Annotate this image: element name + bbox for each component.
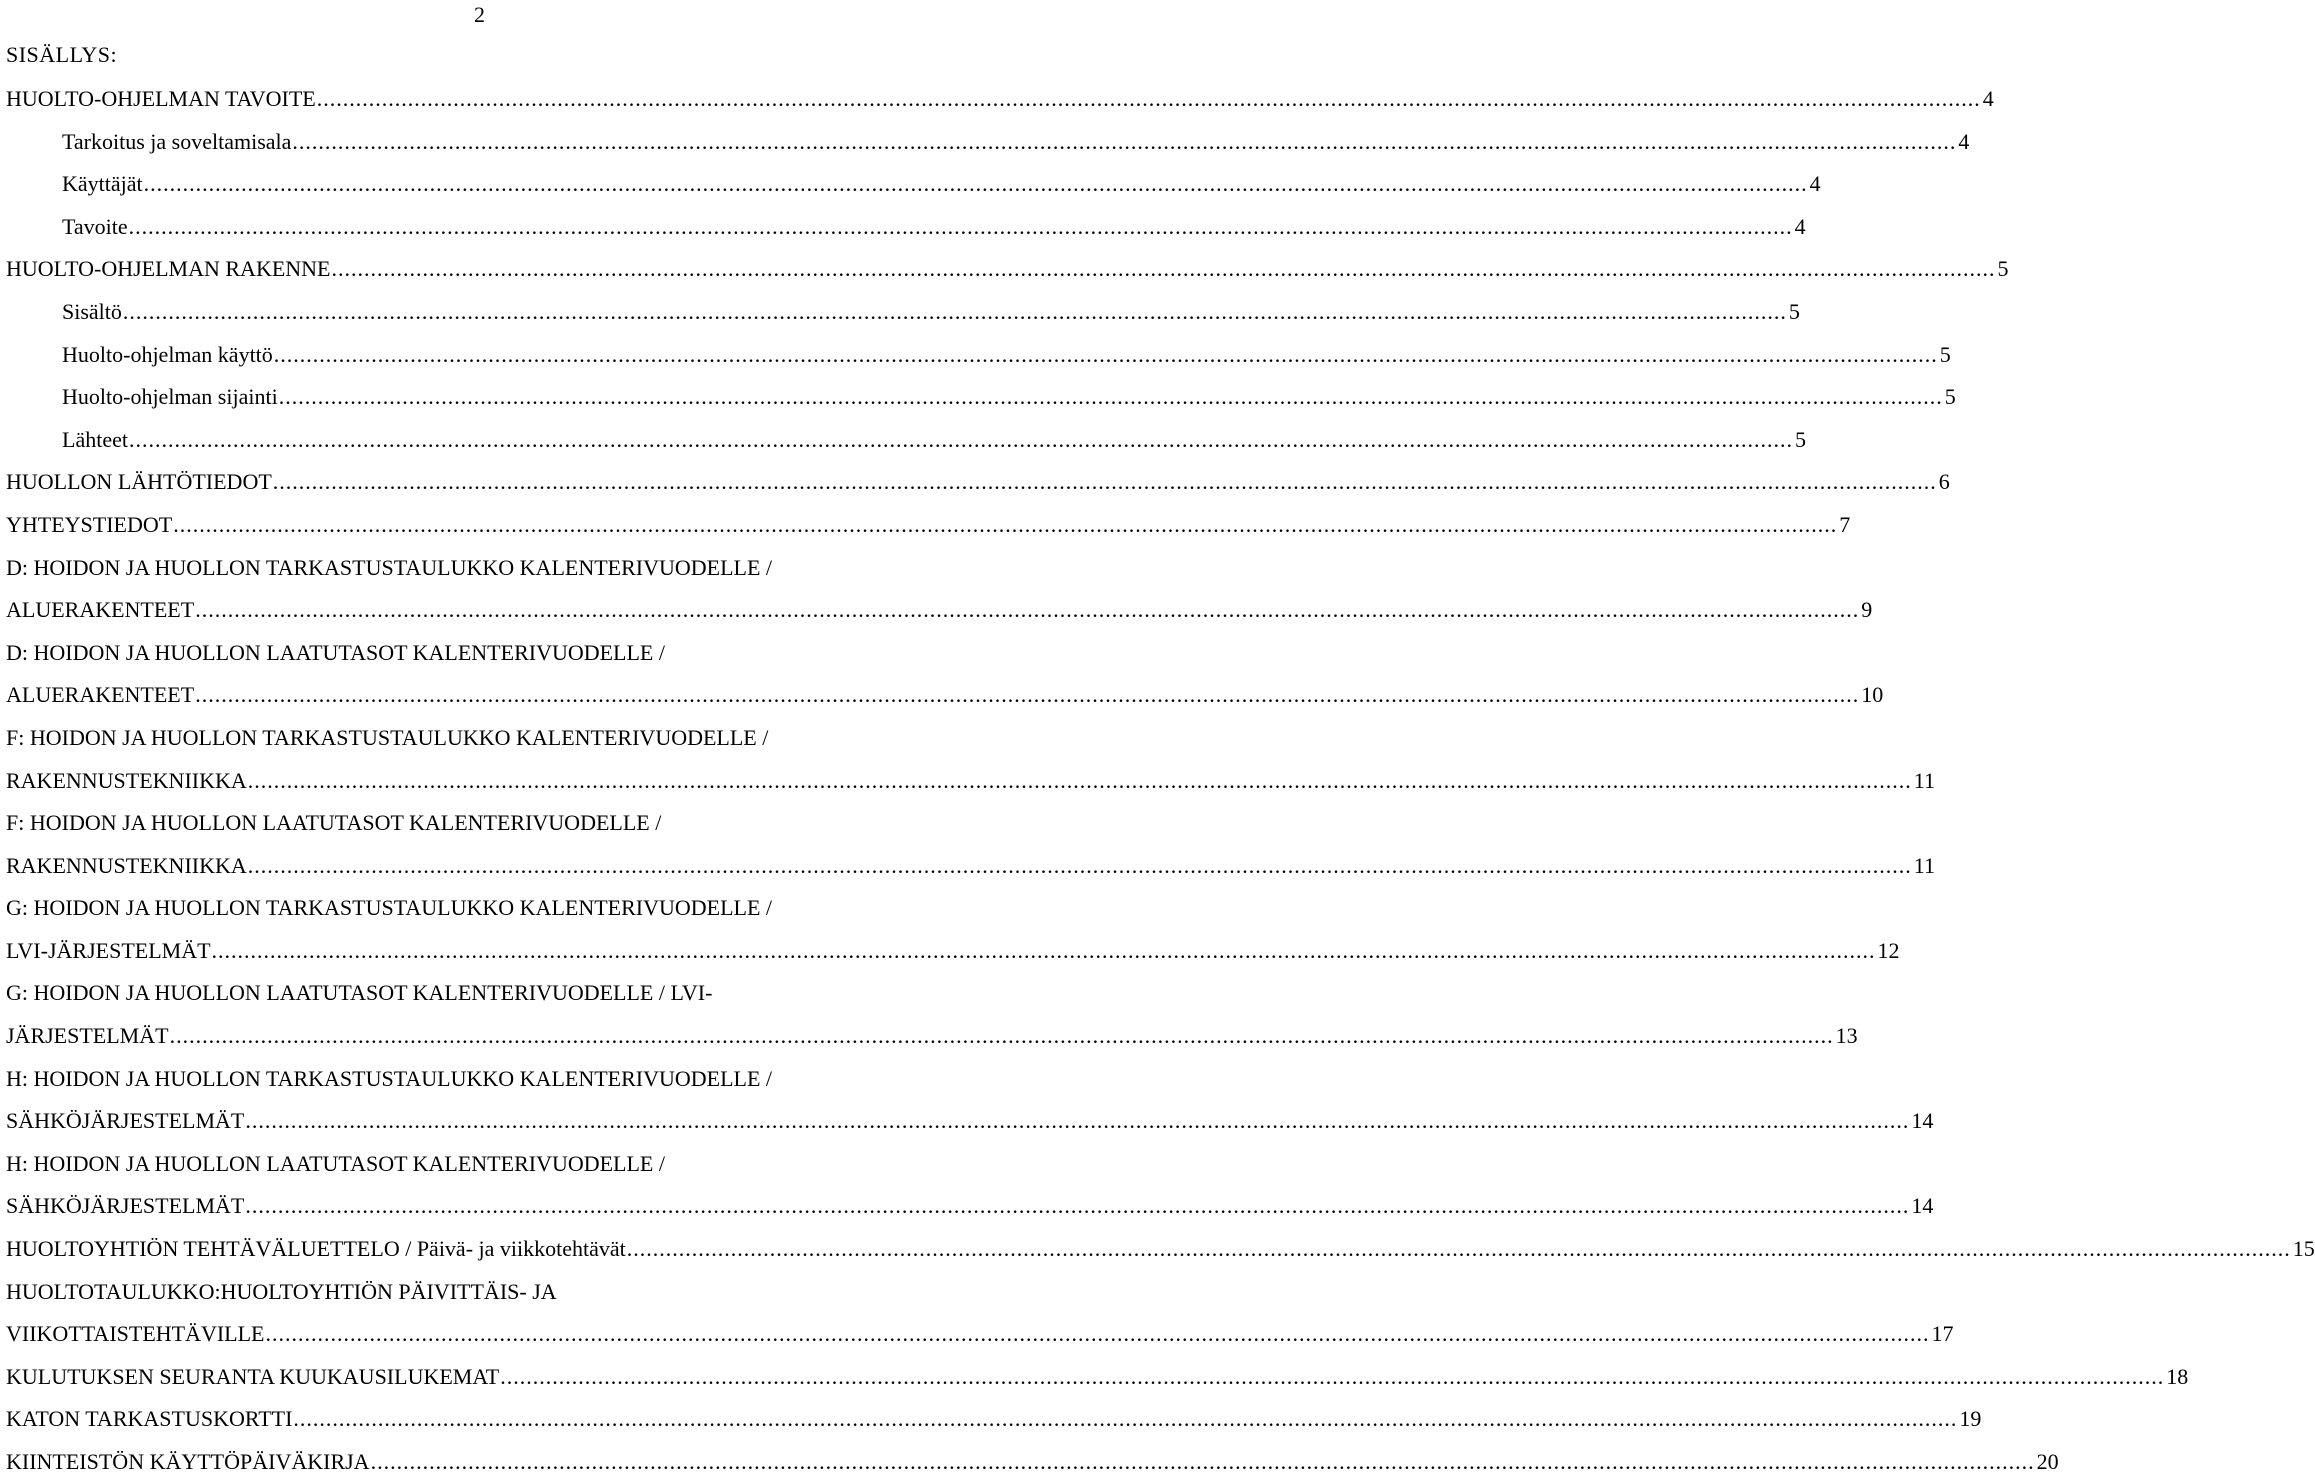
dot-leader	[144, 163, 1808, 206]
dot-leader	[627, 1228, 2291, 1271]
toc-entry-page: 15	[2292, 1236, 2315, 1262]
toc-entry-line	[6, 589, 1873, 632]
toc-entry-line	[62, 334, 1951, 377]
toc-entry-title-line1: HUOLTOTAULUKKO:HUOLTOYHTIÖN PÄIVITTÄIS- JA	[6, 1278, 557, 1304]
dot-leader	[317, 78, 1981, 121]
toc-entry-page: 11	[1913, 852, 1935, 878]
toc-entry-title: Lähteet	[62, 426, 128, 452]
toc-entry-page: 14	[1911, 1108, 1934, 1134]
toc-entry-line	[6, 1100, 1934, 1143]
toc-entry-title: Huolto-ohjelman käyttö	[62, 341, 273, 367]
toc-entry[interactable]	[6, 248, 2009, 291]
toc-entry-title: Huolto-ohjelman sijainti	[62, 384, 278, 410]
dot-leader	[129, 206, 1793, 249]
toc-entry-line	[6, 504, 1851, 547]
toc-entry-line	[6, 248, 2009, 291]
dot-leader	[212, 930, 1876, 973]
toc-entry-title: VIIKOTTAISTEHTÄVILLE	[6, 1321, 265, 1347]
toc-entry-title: HUOLTO-OHJELMAN RAKENNE	[6, 256, 331, 282]
toc-entry-page: 14	[1911, 1193, 1934, 1219]
toc-entry-title: JÄRJESTELMÄT	[6, 1023, 169, 1049]
toc-entry-page: 18	[2166, 1363, 2189, 1389]
toc-entry-line	[62, 121, 1970, 164]
toc-entry-title-line1: F: HOIDON JA HUOLLON LAATUTASOT KALENTERIVUODELLE /	[6, 810, 662, 836]
toc-entry[interactable]	[6, 291, 1800, 334]
dot-leader	[123, 291, 1787, 334]
toc-entry[interactable]	[6, 1058, 1934, 1143]
toc-entry-page: 9	[1861, 597, 1873, 623]
toc-entry-page: 20	[2036, 1449, 2059, 1474]
toc-entry-title-line1: G: HOIDON JA HUOLLON TARKASTUSTAULUKKO KALENTERIVUODELLE /	[6, 895, 773, 921]
toc-entry-title: LVI-JÄRJESTELMÄT	[6, 937, 211, 963]
dot-leader	[245, 1185, 1909, 1228]
dot-leader	[195, 674, 1859, 717]
toc-entry-title: ALUERAKENTEET	[6, 682, 195, 708]
toc-entry[interactable]	[6, 206, 1806, 249]
toc-entry-page: 10	[1861, 682, 1884, 708]
dot-leader	[195, 589, 1859, 632]
toc-entry-title: SÄHKÖJÄRJESTELMÄT	[6, 1108, 245, 1134]
toc-entry-title: Tavoite	[62, 213, 128, 239]
toc-entry-line	[6, 1313, 1954, 1356]
toc-entry-page: 12	[1877, 937, 1900, 963]
toc-entry-title: KATON TARKASTUSKORTTI	[6, 1406, 293, 1432]
toc-entry-title-line1: H: HOIDON JA HUOLLON TARKASTUSTAULUKKO KALENTERIVUODELLE /	[6, 1065, 773, 1091]
toc-entry[interactable]	[6, 334, 1951, 377]
toc-entry-title-line1: H: HOIDON JA HUOLLON LAATUTASOT KALENTERIVUODELLE /	[6, 1150, 665, 1176]
toc-entry-title: ALUERAKENTEET	[6, 597, 195, 623]
toc-entry-page: 5	[1997, 256, 2009, 282]
dot-leader	[274, 334, 1938, 377]
toc-entry-title: KIINTEISTÖN KÄYTTÖPÄIVÄKIRJA	[6, 1449, 370, 1474]
toc-entry[interactable]	[6, 972, 1858, 1057]
toc-entry[interactable]	[6, 1398, 1982, 1441]
toc-entry-title-line1: D: HOIDON JA HUOLLON TARKASTUSTAULUKKO KALENTERIVUODELLE /	[6, 554, 773, 580]
toc-entry-title: HUOLTO-OHJELMAN TAVOITE	[6, 86, 316, 111]
dot-leader	[293, 1398, 1957, 1441]
toc-entry-line	[6, 1015, 1858, 1058]
toc-entry-line	[6, 461, 1950, 504]
toc-entry-page: 4	[1809, 171, 1821, 197]
dot-leader	[500, 1356, 2164, 1399]
dot-leader	[332, 248, 1996, 291]
toc-entry[interactable]	[6, 461, 1950, 504]
toc-entry-page: 4	[1794, 213, 1806, 239]
toc-entry-page: 5	[1944, 384, 1956, 410]
toc-entry-line	[6, 845, 1935, 888]
dot-leader	[371, 1441, 2035, 1484]
dot-leader	[245, 1100, 1909, 1143]
toc-entry-title-line1: G: HOIDON JA HUOLLON LAATUTASOT KALENTERIVUODELLE / LVI-	[6, 980, 713, 1006]
toc-entry[interactable]	[6, 632, 1884, 717]
toc-entry-line	[62, 163, 1821, 206]
toc-entry-page: 13	[1835, 1023, 1858, 1049]
dot-leader	[279, 376, 1943, 419]
toc-entry-title-line1: D: HOIDON JA HUOLLON LAATUTASOT KALENTERIVUODELLE /	[6, 639, 665, 665]
toc-entry[interactable]	[6, 1271, 1954, 1356]
toc-entry-page: 5	[1788, 298, 1800, 324]
toc-entry-line	[62, 376, 1956, 419]
toc-entry-title: HUOLLON LÄHTÖTIEDOT	[6, 469, 272, 495]
toc-entry-title: Sisältö	[62, 298, 122, 324]
toc-entry-page: 17	[1931, 1321, 1954, 1347]
toc-entry[interactable]	[6, 1356, 2189, 1399]
toc-entry[interactable]	[6, 1143, 1934, 1228]
toc-entry-line	[6, 1228, 2315, 1271]
toc-entry-page: 5	[1939, 341, 1951, 367]
toc-entry[interactable]	[6, 376, 1956, 419]
toc-entry-line	[6, 1356, 2189, 1399]
toc-entry-line	[62, 206, 1806, 249]
toc-entry[interactable]	[6, 887, 1900, 972]
toc-entry-title: Tarkoitus ja soveltamisala	[62, 128, 292, 154]
toc-entry-title: RAKENNUSTEKNIIKKA	[6, 852, 247, 878]
toc-entry-page: 11	[1913, 767, 1935, 793]
toc-entry-page: 4	[1982, 86, 1994, 111]
toc-entry[interactable]	[6, 419, 1806, 462]
toc-entry-title: YHTEYSTIEDOT	[6, 511, 173, 537]
toc-entry[interactable]	[6, 547, 1873, 632]
page-number: 2	[474, 2, 485, 27]
toc-entry-title: Käyttäjät	[62, 171, 143, 197]
dot-leader	[129, 419, 1793, 462]
toc-entry-line	[6, 674, 1884, 717]
toc-entry-title: RAKENNUSTEKNIIKKA	[6, 767, 247, 793]
toc-entry-title: HUOLTOYHTIÖN TEHTÄVÄLUETTELO / Päivä- ja viikkotehtävät	[6, 1236, 626, 1262]
toc-entry-line	[6, 1398, 1982, 1441]
toc-entry-line	[6, 760, 1935, 803]
table-of-contents	[6, 78, 2315, 1484]
toc-entry[interactable]	[6, 504, 1851, 547]
toc-entry-line	[6, 78, 1994, 121]
dot-leader	[248, 760, 1912, 803]
dot-leader	[173, 504, 1837, 547]
toc-entry-page: 7	[1839, 511, 1851, 537]
toc-entry[interactable]	[6, 121, 1970, 164]
toc-entry[interactable]	[6, 802, 1935, 887]
toc-entry-page: 5	[1794, 426, 1806, 452]
toc-entry-line	[6, 1441, 2059, 1484]
toc-entry[interactable]	[6, 163, 1821, 206]
dot-leader	[266, 1313, 1930, 1356]
toc-entry[interactable]	[6, 1441, 2059, 1484]
toc-entry-line	[62, 291, 1800, 334]
toc-entry[interactable]	[6, 717, 1935, 802]
dot-leader	[170, 1015, 1834, 1058]
dot-leader	[273, 461, 1937, 504]
toc-entry-title: KULUTUKSEN SEURANTA KUUKAUSILUKEMAT	[6, 1363, 500, 1389]
toc-entry-line	[62, 419, 1806, 462]
dot-leader	[292, 121, 1956, 164]
dot-leader	[248, 845, 1912, 888]
toc-entry-title-line1: F: HOIDON JA HUOLLON TARKASTUSTAULUKKO KALENTERIVUODELLE /	[6, 724, 769, 750]
toc-entry-title: SÄHKÖJÄRJESTELMÄT	[6, 1193, 245, 1219]
toc-entry[interactable]	[6, 1228, 2315, 1271]
toc-entry-page: 4	[1958, 128, 1970, 154]
toc-entry-line	[6, 1185, 1934, 1228]
toc-entry-line	[6, 930, 1900, 973]
toc-heading: SISÄLLYS:	[6, 42, 118, 67]
toc-entry[interactable]	[6, 78, 1994, 121]
toc-entry-page: 19	[1959, 1406, 1982, 1432]
toc-entry-page: 6	[1938, 469, 1950, 495]
